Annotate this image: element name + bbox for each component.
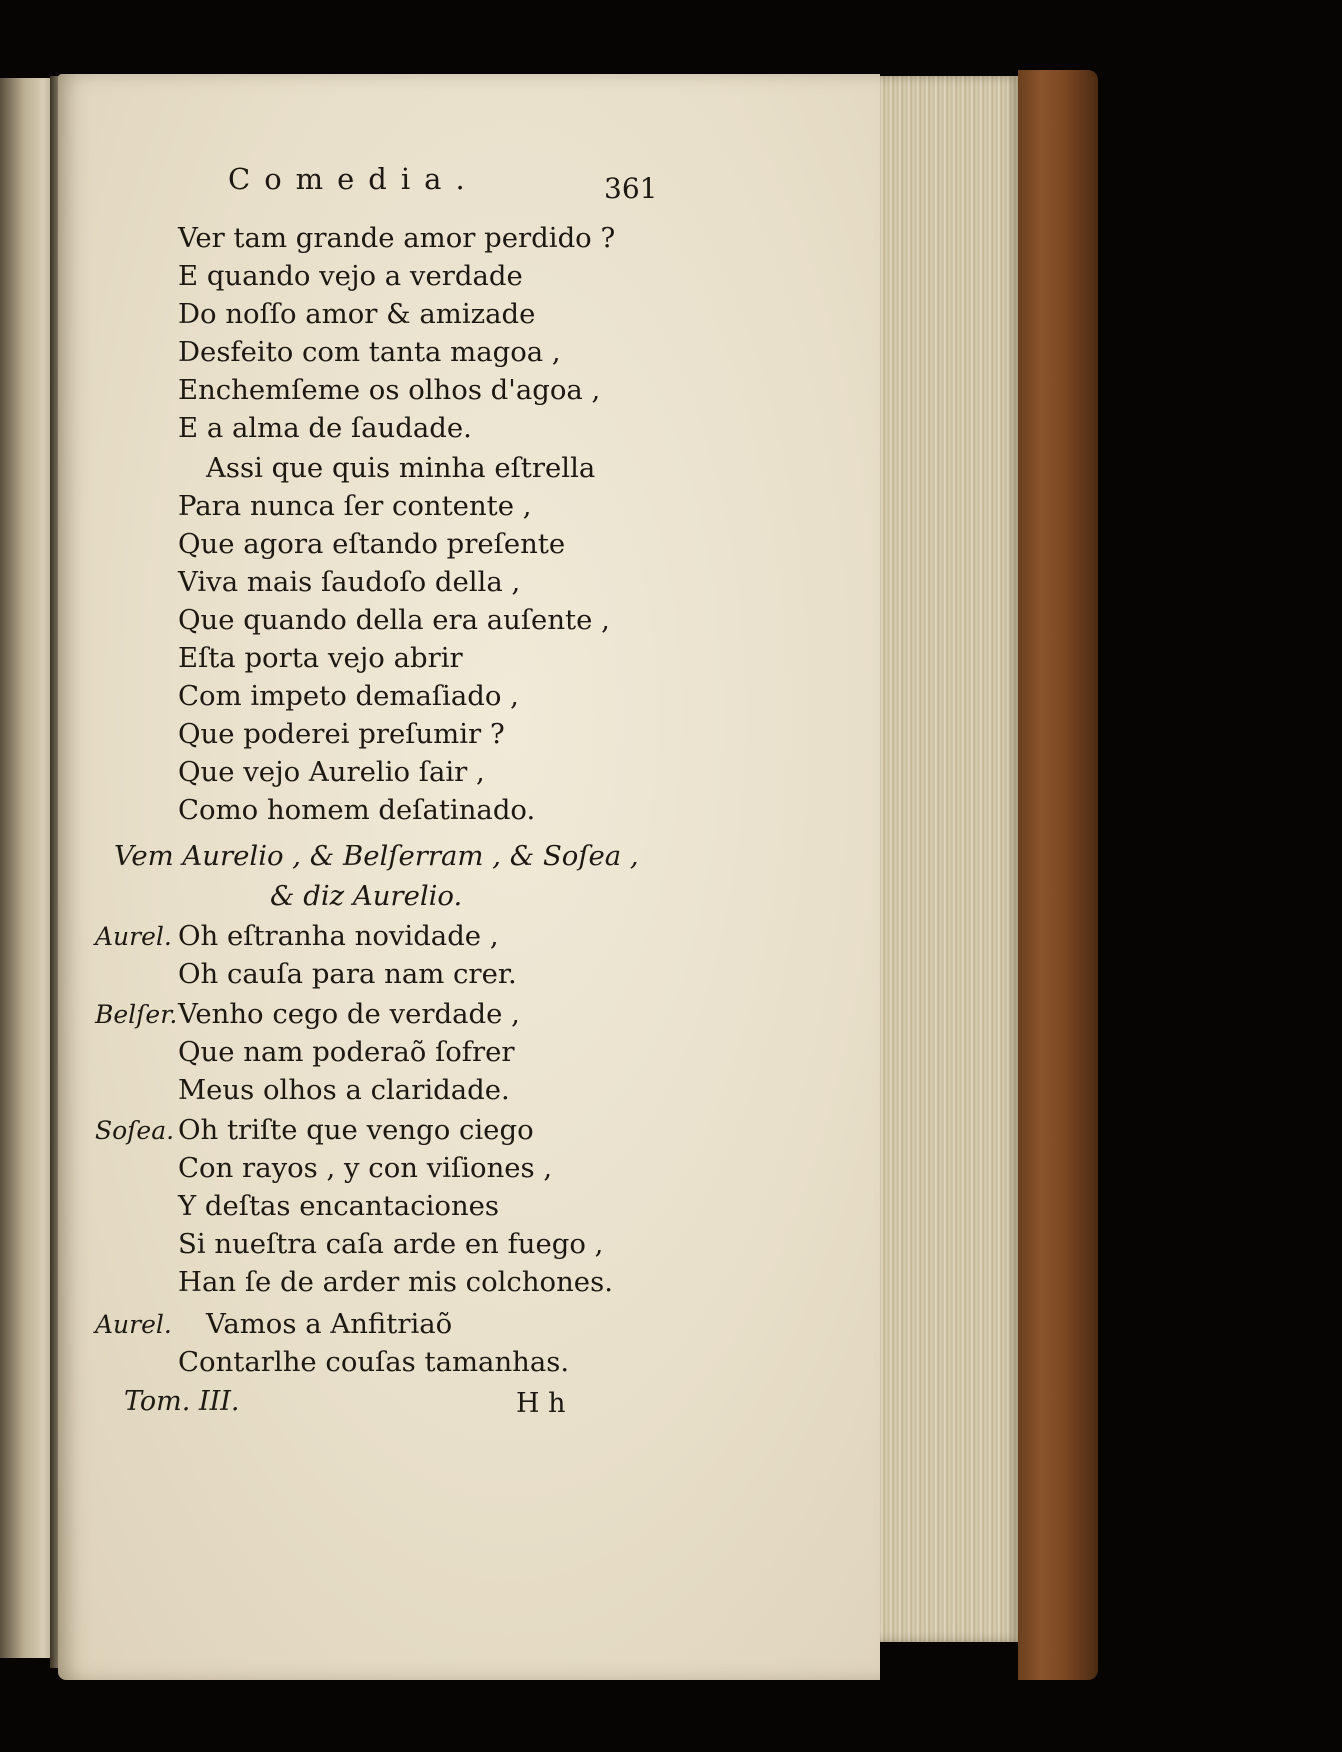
dialogue-line: Meus olhos a claridade. xyxy=(178,1074,510,1106)
verse-line: Para nunca ſer contente , xyxy=(178,490,532,522)
verse-line: E a alma de ſaudade. xyxy=(178,412,472,444)
verse-line: Assi que quis minha eſtrella xyxy=(206,452,596,484)
page-number: 361 xyxy=(604,172,658,205)
page-block-edges xyxy=(868,76,1020,1642)
speaker-label: Belſer. xyxy=(95,1000,178,1029)
dialogue-line: Han ſe de arder mis colchones. xyxy=(178,1266,613,1298)
verse-line: Que agora eſtando preſente xyxy=(178,528,566,560)
stage-direction: & diz Aurelio. xyxy=(270,880,463,912)
dialogue-line: Vamos a Anfitriaõ xyxy=(206,1308,453,1340)
volume-footer: Tom. III. xyxy=(124,1386,240,1417)
verse-line: Com impeto demaſiado , xyxy=(178,680,519,712)
verse-line: Como homem deſatinado. xyxy=(178,794,536,826)
verse-line: Enchemſeme os olhos d'agoa , xyxy=(178,374,601,406)
dialogue-line: Con rayos , y con viſiones , xyxy=(178,1152,553,1184)
speaker-label: Aurel. xyxy=(95,922,172,951)
verse-line: Do noſſo amor & amizade xyxy=(178,298,536,330)
dialogue-line: Que nam poderaõ ſofrer xyxy=(178,1036,515,1068)
dialogue-line: Oh cauſa para nam crer. xyxy=(178,958,517,990)
signature-mark: H h xyxy=(516,1388,566,1419)
verse-line: E quando vejo a verdade xyxy=(178,260,523,292)
dialogue-line: Oh eſtranha novidade , xyxy=(178,920,499,952)
dialogue-line: Y deſtas encantaciones xyxy=(178,1190,500,1222)
running-header: Comedia. xyxy=(228,162,479,196)
stage-direction: Vem Aurelio , & Belſerram , & Soſea , xyxy=(114,840,639,872)
verse-line: Viva mais ſaudoſo della , xyxy=(178,566,521,598)
leather-cover xyxy=(1018,70,1098,1680)
verse-line: Desfeito com tanta magoa , xyxy=(178,336,561,368)
verse-line: Que quando della era auſente , xyxy=(178,604,610,636)
dialogue-line: Oh triſte que vengo ciego xyxy=(178,1114,534,1146)
dialogue-line: Contarlhe couſas tamanhas. xyxy=(178,1346,570,1378)
verse-line: Eſta porta vejo abrir xyxy=(178,642,463,674)
speaker-label: Soſea. xyxy=(95,1116,175,1145)
verse-line: Ver tam grande amor perdido ? xyxy=(178,222,616,254)
verse-line: Que poderei preſumir ? xyxy=(178,718,505,750)
dialogue-line: Si nueſtra caſa arde en fuego , xyxy=(178,1228,604,1260)
dialogue-line: Venho cego de verdade , xyxy=(178,998,520,1030)
speaker-label: Aurel. xyxy=(95,1310,172,1339)
verse-line: Que vejo Aurelio ſair , xyxy=(178,756,485,788)
